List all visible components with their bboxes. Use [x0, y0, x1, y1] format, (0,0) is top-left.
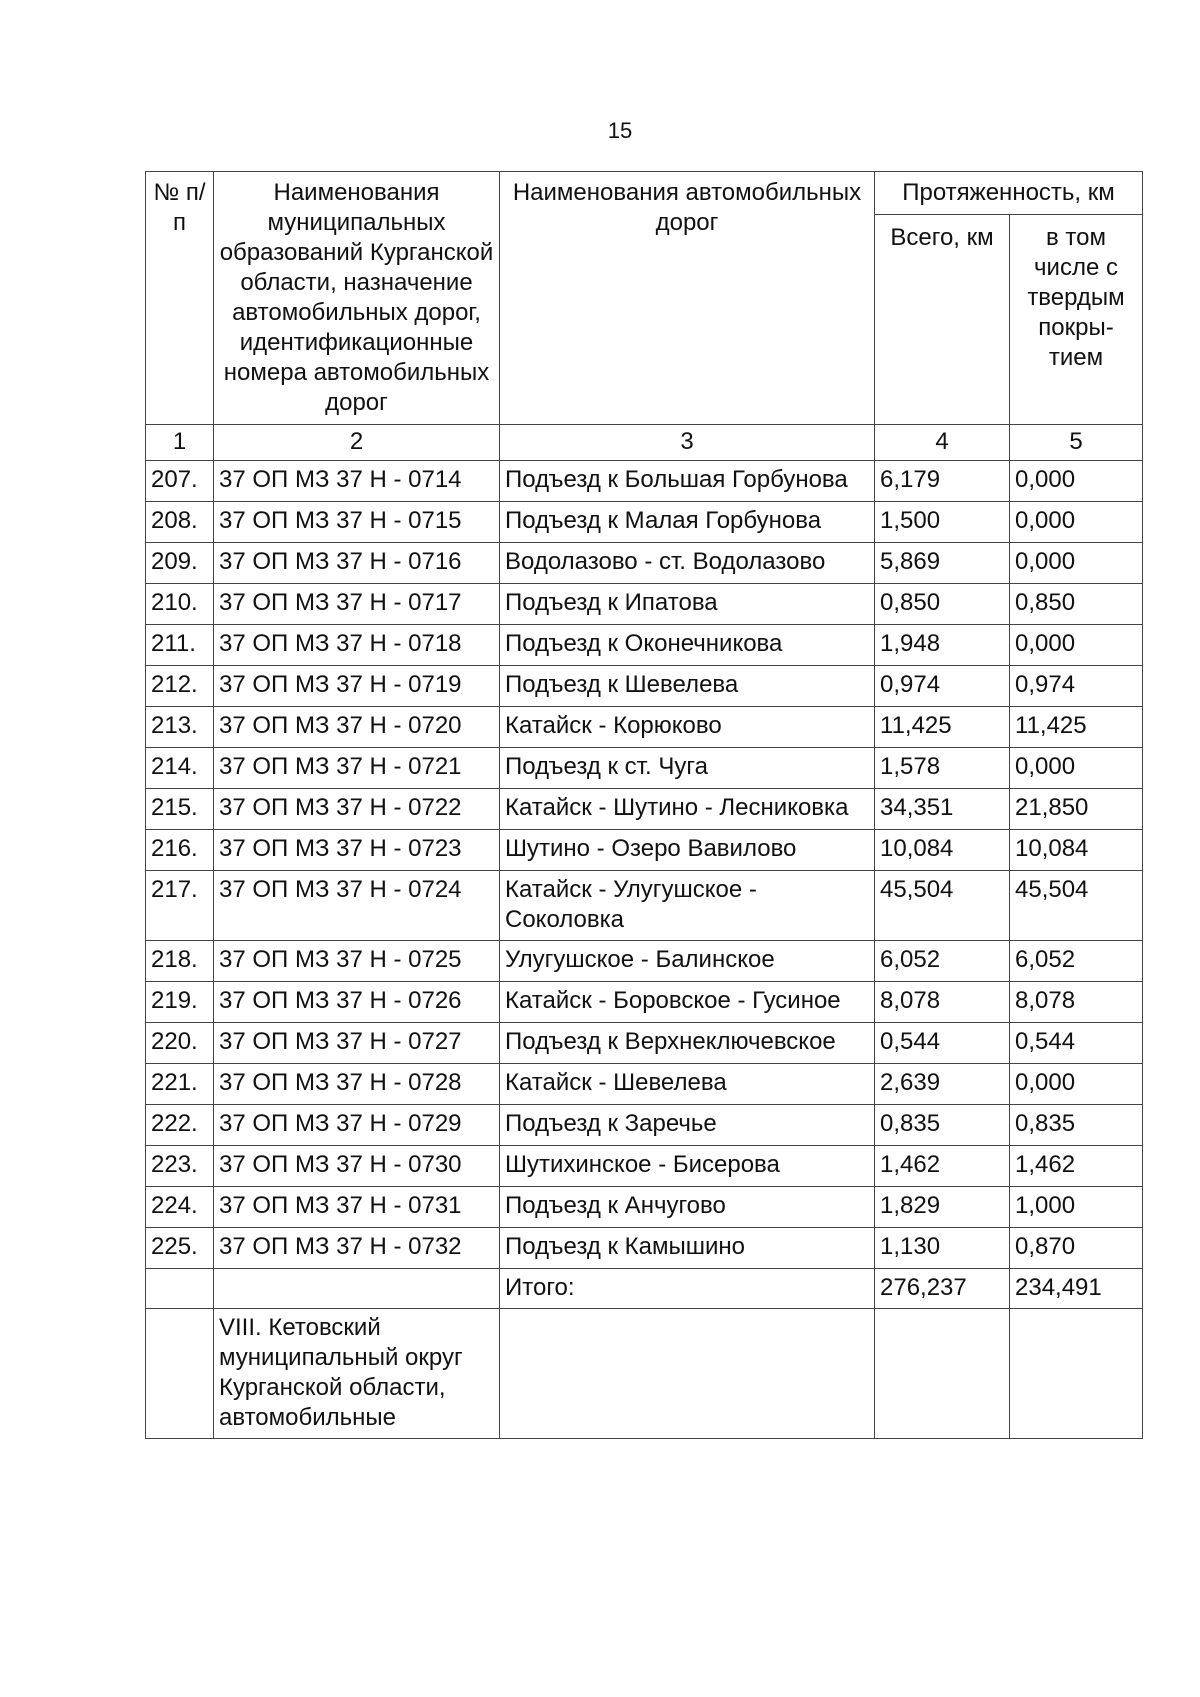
road-length-total: 1,948 — [875, 625, 1010, 666]
road-name: Подъезд к Шевелева — [500, 666, 875, 707]
table-row — [146, 1146, 1143, 1187]
road-id: 37 ОП МЗ 37 Н - 0723 — [214, 830, 500, 871]
table-row — [146, 1105, 1143, 1146]
road-name: Катайск - Улугушское - Соколовка — [500, 871, 875, 941]
row-number: 217. — [146, 871, 214, 941]
column-index: 3 — [500, 425, 875, 461]
road-length-hard: 0,000 — [1010, 543, 1143, 584]
road-length-total: 1,578 — [875, 748, 1010, 789]
table-row — [146, 1228, 1143, 1269]
column-index: 5 — [1010, 425, 1143, 461]
section-row — [146, 1309, 1143, 1439]
row-number: 215. — [146, 789, 214, 830]
road-length-hard: 0,000 — [1010, 461, 1143, 502]
table-body — [146, 425, 1143, 1269]
table-row — [146, 871, 1143, 941]
table-row — [146, 584, 1143, 625]
road-length-total: 0,974 — [875, 666, 1010, 707]
row-number: 223. — [146, 1146, 214, 1187]
road-name: Катайск - Шевелева — [500, 1064, 875, 1105]
table-row — [146, 707, 1143, 748]
road-name: Подъезд к Ипатова — [500, 584, 875, 625]
road-name: Катайск - Корюково — [500, 707, 875, 748]
road-name: Подъезд к Малая Горбунова — [500, 502, 875, 543]
total-id-empty — [214, 1269, 500, 1309]
table-row — [146, 502, 1143, 543]
section-title: VIII. Кетовский муниципальный округ Курганской области, автомобильные — [214, 1309, 500, 1439]
section-hard-empty — [1010, 1309, 1143, 1439]
road-length-total: 1,462 — [875, 1146, 1010, 1187]
road-length-total: 1,130 — [875, 1228, 1010, 1269]
total-num-empty — [146, 1269, 214, 1309]
road-length-hard: 45,504 — [1010, 871, 1143, 941]
road-length-total: 6,179 — [875, 461, 1010, 502]
road-length-total: 6,052 — [875, 941, 1010, 982]
row-number: 216. — [146, 830, 214, 871]
table-row — [146, 1064, 1143, 1105]
road-length-hard: 0,850 — [1010, 584, 1143, 625]
road-id: 37 ОП МЗ 37 Н - 0731 — [214, 1187, 500, 1228]
total-length: 276,237 — [875, 1269, 1010, 1309]
road-id: 37 ОП МЗ 37 Н - 0724 — [214, 871, 500, 941]
header-num: № п/п — [146, 172, 214, 425]
road-id: 37 ОП МЗ 37 Н - 0718 — [214, 625, 500, 666]
road-length-hard: 0,000 — [1010, 748, 1143, 789]
road-length-hard: 10,084 — [1010, 830, 1143, 871]
road-length-total: 5,869 — [875, 543, 1010, 584]
page-number: 15 — [607, 118, 633, 143]
road-name: Подъезд к Анчугово — [500, 1187, 875, 1228]
road-name: Катайск - Шутино - Лесниковка — [500, 789, 875, 830]
road-length-hard: 0,000 — [1010, 1064, 1143, 1105]
header-length-group: Протяженность, км — [875, 172, 1143, 215]
row-number: 224. — [146, 1187, 214, 1228]
road-length-total: 8,078 — [875, 982, 1010, 1023]
road-id: 37 ОП МЗ 37 Н - 0719 — [214, 666, 500, 707]
road-id: 37 ОП МЗ 37 Н - 0716 — [214, 543, 500, 584]
road-id: 37 ОП МЗ 37 Н - 0722 — [214, 789, 500, 830]
column-index: 1 — [146, 425, 214, 461]
road-length-total: 11,425 — [875, 707, 1010, 748]
header-road-name: Наименования автомобильных дорог — [500, 172, 875, 425]
road-id: 37 ОП МЗ 37 Н - 0714 — [214, 461, 500, 502]
road-length-total: 45,504 — [875, 871, 1010, 941]
road-length-hard: 0,544 — [1010, 1023, 1143, 1064]
row-number: 210. — [146, 584, 214, 625]
row-number: 222. — [146, 1105, 214, 1146]
road-name: Улугушское - Балинское — [500, 941, 875, 982]
header-row-top — [146, 172, 1143, 215]
road-id: 37 ОП МЗ 37 Н - 0715 — [214, 502, 500, 543]
row-number: 219. — [146, 982, 214, 1023]
road-length-hard: 1,000 — [1010, 1187, 1143, 1228]
road-id: 37 ОП МЗ 37 Н - 0721 — [214, 748, 500, 789]
road-id: 37 ОП МЗ 37 Н - 0720 — [214, 707, 500, 748]
road-id: 37 ОП МЗ 37 Н - 0728 — [214, 1064, 500, 1105]
section-total-empty — [875, 1309, 1010, 1439]
row-number: 225. — [146, 1228, 214, 1269]
road-length-total: 10,084 — [875, 830, 1010, 871]
road-id: 37 ОП МЗ 37 Н - 0730 — [214, 1146, 500, 1187]
road-length-hard: 11,425 — [1010, 707, 1143, 748]
road-name: Подъезд к Большая Горбунова — [500, 461, 875, 502]
row-number: 212. — [146, 666, 214, 707]
road-length-hard: 0,835 — [1010, 1105, 1143, 1146]
table-row — [146, 666, 1143, 707]
road-length-hard: 0,000 — [1010, 502, 1143, 543]
road-length-total: 0,835 — [875, 1105, 1010, 1146]
row-number: 220. — [146, 1023, 214, 1064]
road-name: Шутихинское - Бисерова — [500, 1146, 875, 1187]
road-length-hard: 1,462 — [1010, 1146, 1143, 1187]
road-length-hard: 6,052 — [1010, 941, 1143, 982]
section-name-empty — [500, 1309, 875, 1439]
road-length-hard: 21,850 — [1010, 789, 1143, 830]
header-hard-surface: в том числе с твердым покры-тием — [1010, 215, 1143, 425]
row-number: 207. — [146, 461, 214, 502]
road-length-total: 1,500 — [875, 502, 1010, 543]
row-number: 221. — [146, 1064, 214, 1105]
table-row — [146, 789, 1143, 830]
road-length-total: 1,829 — [875, 1187, 1010, 1228]
road-name: Водолазово - ст. Водолазово — [500, 543, 875, 584]
road-length-total: 2,639 — [875, 1064, 1010, 1105]
road-length-hard: 0,974 — [1010, 666, 1143, 707]
row-number: 214. — [146, 748, 214, 789]
table-row — [146, 1023, 1143, 1064]
column-index-row — [146, 425, 1143, 461]
table-row — [146, 1187, 1143, 1228]
row-number: 213. — [146, 707, 214, 748]
total-label: Итого: — [500, 1269, 875, 1309]
road-name: Подъезд к Верхнеключевское — [500, 1023, 875, 1064]
row-number: 209. — [146, 543, 214, 584]
road-name: Подъезд к Заречье — [500, 1105, 875, 1146]
road-length-hard: 8,078 — [1010, 982, 1143, 1023]
road-length-hard: 0,870 — [1010, 1228, 1143, 1269]
row-number: 211. — [146, 625, 214, 666]
road-id: 37 ОП МЗ 37 Н - 0732 — [214, 1228, 500, 1269]
section-num-empty — [146, 1309, 214, 1439]
table-row — [146, 830, 1143, 871]
road-length-total: 0,544 — [875, 1023, 1010, 1064]
table-row — [146, 982, 1143, 1023]
table-footer — [146, 1269, 1143, 1439]
table-row — [146, 625, 1143, 666]
table-row — [146, 748, 1143, 789]
road-name: Подъезд к Камышино — [500, 1228, 875, 1269]
road-id: 37 ОП МЗ 37 Н - 0725 — [214, 941, 500, 982]
table-header — [146, 172, 1143, 425]
road-id: 37 ОП МЗ 37 Н - 0727 — [214, 1023, 500, 1064]
row-number: 218. — [146, 941, 214, 982]
road-id: 37 ОП МЗ 37 Н - 0729 — [214, 1105, 500, 1146]
road-length-total: 0,850 — [875, 584, 1010, 625]
road-id: 37 ОП МЗ 37 Н - 0726 — [214, 982, 500, 1023]
road-name: Подъезд к ст. Чуга — [500, 748, 875, 789]
road-name: Шутино - Озеро Вавилово — [500, 830, 875, 871]
header-municipality: Наименования муниципальных образований Курганской области, назначение автомобильных дорог, идентификационные номера автомобильных дорог — [214, 172, 500, 425]
column-index: 4 — [875, 425, 1010, 461]
header-total: Всего, км — [875, 215, 1010, 425]
road-length-hard: 0,000 — [1010, 625, 1143, 666]
table-row — [146, 461, 1143, 502]
table-row — [146, 941, 1143, 982]
row-number: 208. — [146, 502, 214, 543]
total-hard-length: 234,491 — [1010, 1269, 1143, 1309]
road-name: Катайск - Боровское - Гусиное — [500, 982, 875, 1023]
road-id: 37 ОП МЗ 37 Н - 0717 — [214, 584, 500, 625]
column-index: 2 — [214, 425, 500, 461]
road-length-total: 34,351 — [875, 789, 1010, 830]
road-name: Подъезд к Оконечникова — [500, 625, 875, 666]
total-row — [146, 1269, 1143, 1309]
roads-table — [145, 171, 1143, 1439]
table-row — [146, 543, 1143, 584]
